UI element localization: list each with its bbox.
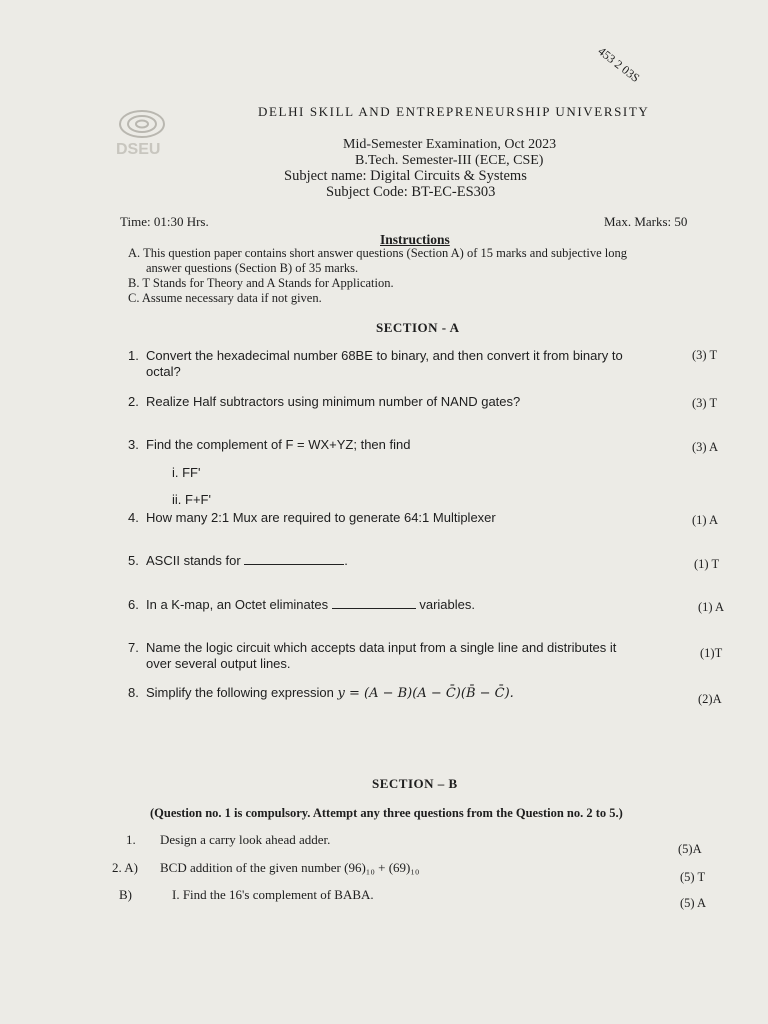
- exam-time: Time: 01:30 Hrs.: [120, 214, 209, 229]
- university-name: DELHI SKILL AND ENTREPRENEURSHIP UNIVERSITY: [258, 104, 650, 119]
- question-marks: (1) A: [698, 600, 725, 614]
- question-marks: (1)T: [700, 646, 723, 660]
- question-item: 2. Realize Half subtractors using minimum number of NAND gates?: [128, 394, 521, 409]
- instruction-text: T Stands for Theory and A Stands for Application.: [142, 276, 394, 290]
- question-marks: (5) A: [680, 896, 707, 910]
- question-item: 1. Convert the hexadecimal number 68BE to binary, and then convert it from binary to: [128, 348, 623, 363]
- question-subpart: i. FF': [172, 465, 201, 480]
- math-expression: y = (A − B)(A − C̄)(B̄ − C̄).: [337, 686, 514, 701]
- question-item: 6. In a K-map, an Octet eliminates variables.: [128, 597, 475, 612]
- section-a-title: SECTION - A: [376, 320, 460, 335]
- question-marks: (3) T: [692, 348, 718, 362]
- question-item: 4. How many 2:1 Mux are required to generate 64:1 Multiplexer: [128, 510, 496, 525]
- question-item: 3. Find the complement of F = WX+YZ; then find: [128, 437, 411, 452]
- question-number: B): [119, 887, 132, 902]
- instruction-label: A.: [128, 246, 141, 260]
- question-text: BCD addition of the given number (96)₁₀ + (69)₁₀: [160, 860, 420, 875]
- subject-name: Subject name: Digital Circuits & Systems: [284, 168, 527, 184]
- question-number: 2. A): [112, 860, 138, 875]
- section-b-note: (Question no. 1 is compulsory. Attempt any three questions from the Question no. 2 to 5.): [150, 806, 623, 820]
- question-subpart: ii. F+F': [172, 492, 211, 507]
- question-marks: (5) T: [680, 870, 706, 884]
- instruction-text: Assume necessary data if not given.: [141, 291, 322, 305]
- question-marks: (5)A: [678, 842, 702, 856]
- instructions-title: Instructions: [380, 232, 450, 247]
- question-marks: (1) A: [692, 513, 719, 527]
- question-marks: (1) T: [694, 557, 720, 571]
- fill-in-blank: [332, 597, 416, 609]
- university-logo: [112, 106, 178, 158]
- question-marks: (3) A: [692, 440, 719, 454]
- instruction-item: [128, 291, 322, 306]
- question-item: 7. Name the logic circuit which accepts data input from a single line and distributes it: [128, 640, 617, 655]
- logo-text: DSEU: [116, 141, 161, 158]
- handwritten-corner-note: 453 2 03S: [595, 44, 643, 86]
- instruction-item: [128, 276, 394, 291]
- section-b-title: SECTION – B: [372, 776, 458, 791]
- instruction-label: C.: [128, 291, 140, 305]
- question-item-cont: over several output lines.: [146, 656, 291, 671]
- question-marks: (2)A: [698, 692, 722, 706]
- question-item-cont: octal?: [146, 364, 181, 379]
- question-item: 8. Simplify the following expression y = (A − B)(A − C̄)(B̄ − C̄).: [128, 685, 514, 701]
- question-text: I. Find the 16's complement of BABA.: [172, 887, 374, 902]
- question-text: Design a carry look ahead adder.: [160, 832, 331, 847]
- program-line: B.Tech. Semester-III (ECE, CSE): [355, 153, 544, 168]
- question-number: 1.: [126, 832, 136, 847]
- fill-in-blank: [244, 553, 344, 565]
- instruction-text: This question paper contains short answer questions (Section A) of 15 marks and subjective long: [143, 246, 627, 260]
- instruction-label: B.: [128, 276, 140, 290]
- subject-code: Subject Code: BT-EC-ES303: [326, 184, 496, 200]
- instruction-item-cont: answer questions (Section B) of 35 marks.: [146, 261, 359, 275]
- question-marks: (3) T: [692, 396, 718, 410]
- question-item: 5. ASCII stands for .: [128, 553, 348, 568]
- exam-title: Mid-Semester Examination, Oct 2023: [343, 137, 557, 152]
- instruction-item: [128, 246, 627, 261]
- max-marks: Max. Marks: 50: [604, 214, 688, 229]
